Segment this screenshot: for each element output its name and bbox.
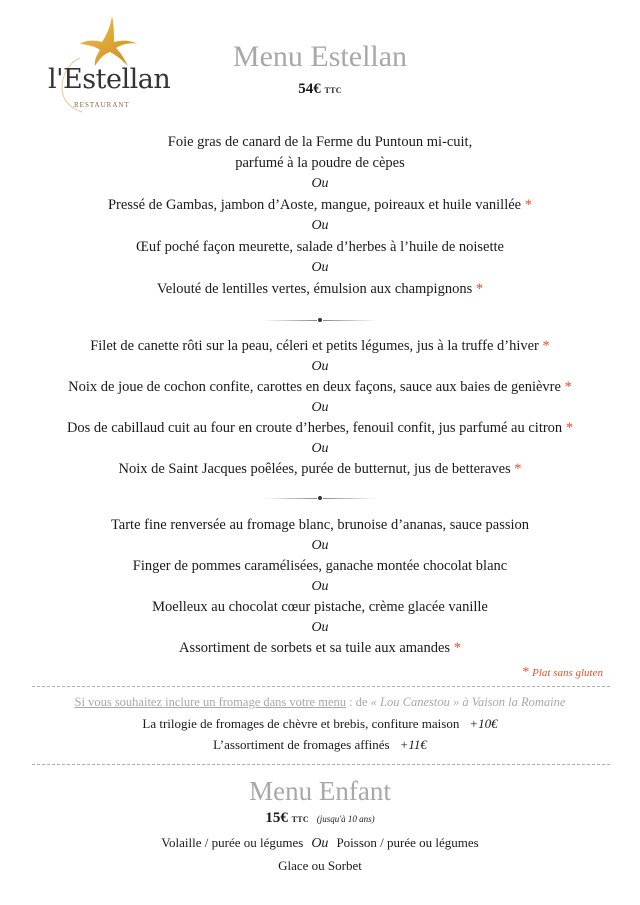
cheese-intro [0,695,640,710]
menu-price-value: 54€ [298,81,321,97]
kids-price-ttc: TTC [291,815,309,824]
dessert-4 [0,639,640,657]
dessert-3: Moelleux au chocolat cœur pistache, crème glacée vanille [152,599,488,615]
gluten-free-star: * [514,461,522,477]
gluten-free-star: * [453,640,461,656]
or-separator: Ou [311,836,329,851]
main-3-label: Dos de cabillaud cuit au four en croute d’herbes, fenouil confit, jus parfumé au citron [66,420,563,436]
gluten-free-legend-text: Plat sans gluten [532,667,603,679]
main-4 [0,460,640,478]
dessert-2: Finger de pommes caramélisées, ganache montée chocolat blanc [132,558,508,574]
gluten-free-star: * [542,338,550,354]
starter-1-line-2: parfumé à la poudre de cèpes [235,155,405,171]
starter-2-label: Pressé de Gambas, jambon d’Aoste, mangue, poireaux et huile vanillée [107,197,522,213]
main-2-label: Noix de joue de cochon confite, carottes en deux façons, sauce aux baies de genièvre [68,379,561,395]
logo-subtitle: RESTAURANT [74,101,130,109]
starter-1-line-1: Foie gras de canard de la Ferme du Puntoun mi-cuit, [167,134,473,150]
kids-main-options [0,835,640,852]
or-separator: Ou [311,441,329,456]
main-1 [0,337,640,355]
main-4-label: Noix de Saint Jacques poêlées, purée de butternut, jus de betteraves [118,461,511,477]
kids-dessert: Glace ou Sorbet [278,858,362,873]
menu-title: Menu Estellan [232,40,408,73]
logo-wordmark: l'Estellan [48,64,171,95]
starter-3: Œuf poché façon meurette, salade d’herbes à l’huile de noisette [136,239,504,255]
cheese-option-1 [0,716,640,732]
or-separator: Ou [311,176,329,191]
or-separator: Ou [311,400,329,415]
gluten-free-star: * [524,197,532,213]
gluten-free-star: * [475,281,484,297]
or-separator: Ou [311,538,329,553]
starter-4 [0,280,640,298]
cheese-intro-rest: : de [346,695,371,709]
cheese-option-2-price: +11€ [399,737,427,752]
starter-2 [0,196,640,214]
cheese-option-2-label: L’assortiment de fromages affinés [213,737,390,752]
or-separator: Ou [311,620,329,635]
kids-menu-price [0,810,640,827]
cheese-intro-underlined: Si vous souhaitez inclure un fromage dans votre menu [74,695,346,709]
main-2 [0,378,640,396]
cheese-option-1-price: +10€ [469,716,498,731]
dessert-4-label: Assortiment de sorbets et sa tuile aux amandes [179,640,451,656]
section-divider [263,494,377,502]
or-separator: Ou [311,260,329,275]
cheese-option-1-label: La trilogie de fromages de chèvre et brebis, confiture maison [142,716,460,731]
dashed-divider [32,686,610,687]
kids-option-a: Volaille / purée ou légumes [161,835,304,850]
kids-menu-title: Menu Enfant [249,776,391,806]
starter-4-label: Velouté de lentilles vertes, émulsion aux champignons [156,281,473,297]
gluten-free-star: * [564,379,572,395]
menu-price-ttc: TTC [324,86,342,95]
gluten-free-star: * [565,420,574,436]
or-separator: Ou [311,579,329,594]
or-separator: Ou [311,359,329,374]
gluten-free-star: * [522,665,530,680]
menu-price [0,81,640,98]
cheese-intro-supplier: « Lou Canestou » à Vaison la Romaine [370,695,566,709]
main-1-label: Filet de canette rôti sur la peau, céleri et petits légumes, jus à la truffe d’hiver [90,338,539,354]
kids-option-b: Poisson / purée ou légumes [336,835,479,850]
kids-price-value: 15€ [265,810,288,826]
dashed-divider [32,764,610,765]
gluten-free-legend [522,665,603,681]
kids-age-note: (jusqu'à 10 ans) [316,814,375,824]
cheese-option-2 [0,737,640,753]
main-3 [0,419,640,437]
dessert-1: Tarte fine renversée au fromage blanc, brunoise d’ananas, sauce passion [110,517,530,533]
or-separator: Ou [311,218,329,233]
section-divider [263,316,377,324]
